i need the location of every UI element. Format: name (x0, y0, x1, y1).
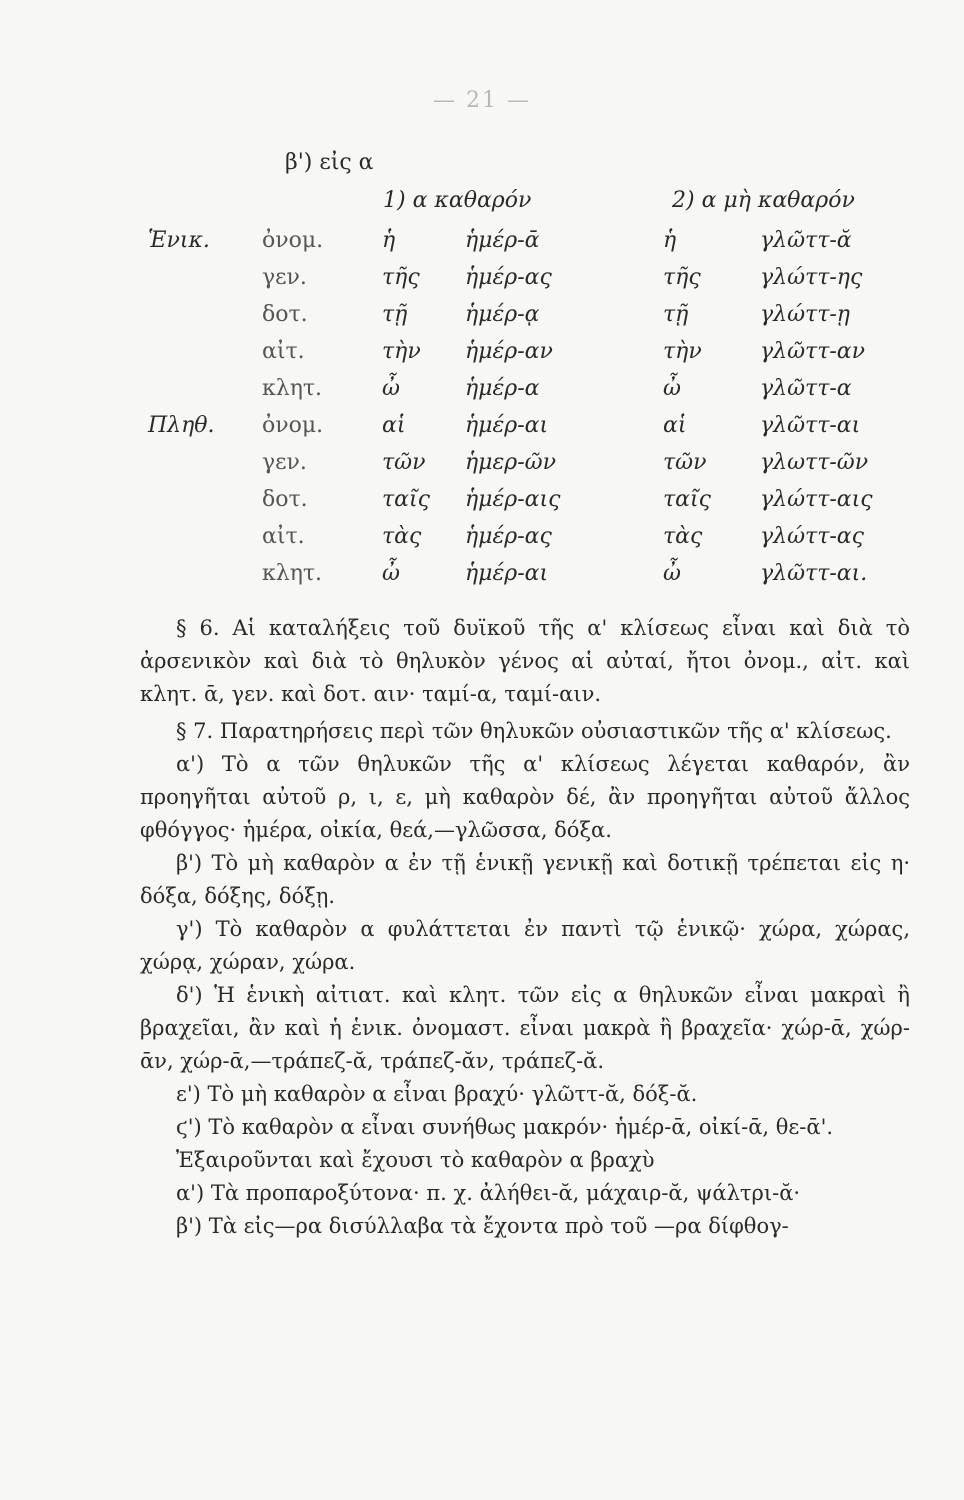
cell-art1: ὦ (382, 561, 400, 586)
cell-w1: ἡμέρ-α (465, 376, 540, 401)
text-body (140, 612, 910, 1243)
cell-art2: τὴν (663, 339, 702, 364)
cell-art1: ταῖς (382, 487, 430, 512)
exceptions-intro: Ἐξαιροῦνται καὶ ἔχουσι τὸ καθαρὸν α βραχὺ (176, 1148, 655, 1172)
cell-w2: γλῶττ-αι (760, 413, 861, 438)
cell-case: αἰτ. (262, 339, 305, 364)
cell-w2: γλώττ-ῃ (760, 302, 850, 327)
rule-stigma: ϛ') Τὸ καθαρὸν α εἶναι συνήθως μακρόν· ἡμέρ-ᾱ, οἰκί-ᾱ, θε-ᾱ'. (176, 1115, 834, 1139)
cell-w2: γλῶττ-α (760, 376, 852, 401)
cell-art2: ὦ (663, 561, 681, 586)
cell-art2: ὦ (663, 376, 681, 401)
paragraph-6: § 6. Αἱ καταλήξεις τοῦ δυϊκοῦ τῆς α' κλίσεως εἶναι καὶ διὰ τὸ ἀρσενικὸν καὶ διὰ τὸ θηλυκὸν γένος αἱ αὐταί, ἤτοι ὀνομ., αἰτ. καὶ κλητ. ᾱ, γεν. καὶ δοτ. αιν· ταμί-α, ταμί-αιν. (140, 616, 910, 706)
table-row (0, 450, 964, 490)
cell-number: Ἑνικ. (148, 228, 210, 253)
cell-w1: ἡμέρ-ᾳ (465, 302, 540, 327)
cell-art1: αἱ (382, 413, 406, 438)
table-row (0, 228, 964, 268)
cell-art2: αἱ (663, 413, 687, 438)
cell-art2: τῇ (663, 302, 689, 327)
cell-w2: γλῶττ-αν (760, 339, 866, 364)
rule-gamma: γ') Τὸ καθαρὸν α φυλάττεται ἐν παντὶ τῷ ἑνικῷ· χώρα, χώρας, χώρᾳ, χώραν, χώρα. (140, 917, 910, 974)
cell-case: ὀνομ. (262, 413, 324, 438)
cell-w2: γλῶττ-αι. (760, 561, 868, 586)
column-header-impure: 2) α μὴ καθαρόν (672, 188, 855, 213)
paragraph-7-title: § 7. Παρατηρήσεις περὶ τῶν θηλυκῶν οὐσιαστικῶν τῆς α' κλίσεως. (176, 719, 892, 743)
cell-case: γεν. (262, 265, 307, 290)
exception-alpha: α') Τὰ προπαροξύτονα· π. χ. ἀλήθει-ᾰ, μάχαιρ-ᾰ, ψάλτρι-ᾰ· (176, 1181, 801, 1205)
cell-w2: γλῶττ-ᾰ (760, 228, 852, 253)
rule-alpha: α') Τὸ α τῶν θηλυκῶν τῆς α' κλίσεως λέγεται καθαρόν, ἂν προηγῆται αὐτοῦ ρ, ι, ε, μὴ καθαρὸν δέ, ἂν προηγῆται αὐτοῦ ἄλλος φθόγγος· ἡμέρα, οἰκία, θεά,—γλῶσσα, δόξα. (140, 752, 910, 842)
table-row (0, 339, 964, 379)
cell-art1: τῇ (382, 302, 408, 327)
cell-art2: τὰς (663, 524, 703, 549)
cell-w1: ἡμερ-ῶν (465, 450, 556, 475)
cell-art1: ὦ (382, 376, 400, 401)
cell-art2: τῆς (663, 265, 701, 290)
cell-w1: ἡμέρ-αι (465, 413, 549, 438)
cell-art1: τῆς (382, 265, 420, 290)
table-row (0, 487, 964, 527)
page-number: — 21 — (433, 88, 531, 113)
exception-beta: β') Τὰ εἰς—ρα δισύλλαβα τὰ ἔχοντα πρὸ τοῦ —ρα δίφθογ- (176, 1214, 789, 1238)
table-row (0, 561, 964, 601)
cell-number: Πληθ. (148, 413, 215, 438)
cell-w2: γλωττ-ῶν (760, 450, 869, 475)
cell-case: δοτ. (262, 487, 308, 512)
cell-w1: ἡμέρ-ας (465, 265, 552, 290)
cell-art1: τὴν (382, 339, 421, 364)
section-heading: β') εἰς α (285, 150, 374, 175)
cell-w1: ἡμέρ-ᾱ (465, 228, 540, 253)
cell-art2: ταῖς (663, 487, 711, 512)
cell-w1: ἡμέρ-αν (465, 339, 553, 364)
cell-art1: τὰς (382, 524, 422, 549)
cell-art2: ἡ (663, 228, 677, 253)
cell-case: αἰτ. (262, 524, 305, 549)
cell-w2: γλώττ-ας (760, 524, 864, 549)
cell-w1: ἡμέρ-αις (465, 487, 561, 512)
cell-case: ὀνομ. (262, 228, 324, 253)
cell-case: κλητ. (262, 561, 323, 586)
rule-beta: β') Τὸ μὴ καθαρὸν α ἐν τῇ ἑνικῇ γενικῇ καὶ δοτικῇ τρέπεται εἰς η· δόξα, δόξης, δόξῃ. (140, 851, 910, 908)
cell-w2: γλώττ-ης (760, 265, 863, 290)
rule-epsilon: ε') Τὸ μὴ καθαρὸν α εἶναι βραχύ· γλῶττ-ᾰ, δόξ-ᾰ. (176, 1082, 698, 1106)
cell-art1: τῶν (382, 450, 426, 475)
cell-w2: γλώττ-αις (760, 487, 873, 512)
table-row (0, 302, 964, 342)
cell-art1: ἡ (382, 228, 396, 253)
cell-case: γεν. (262, 450, 307, 475)
cell-w1: ἡμέρ-αι (465, 561, 549, 586)
column-header-pure: 1) α καθαρόν (383, 188, 532, 213)
cell-case: δοτ. (262, 302, 308, 327)
cell-w1: ἡμέρ-ας (465, 524, 552, 549)
table-row (0, 413, 964, 453)
table-row (0, 376, 964, 416)
table-row (0, 265, 964, 305)
rule-delta: δ') Ἡ ἑνικὴ αἰτιατ. καὶ κλητ. τῶν εἰς α θηλυκῶν εἶναι μακραὶ ἢ βραχεῖαι, ἂν καὶ ἡ ἑνικ. ὀνομαστ. εἶναι μακρὰ ἢ βραχεῖα· χώρ-ᾱ, χώρ-ᾱν, χώρ-ᾱ,—τράπεζ-ᾰ, τράπεζ-ᾰν, τράπεζ-ᾰ. (140, 983, 910, 1073)
cell-art2: τῶν (663, 450, 707, 475)
table-row (0, 524, 964, 564)
cell-case: κλητ. (262, 376, 323, 401)
